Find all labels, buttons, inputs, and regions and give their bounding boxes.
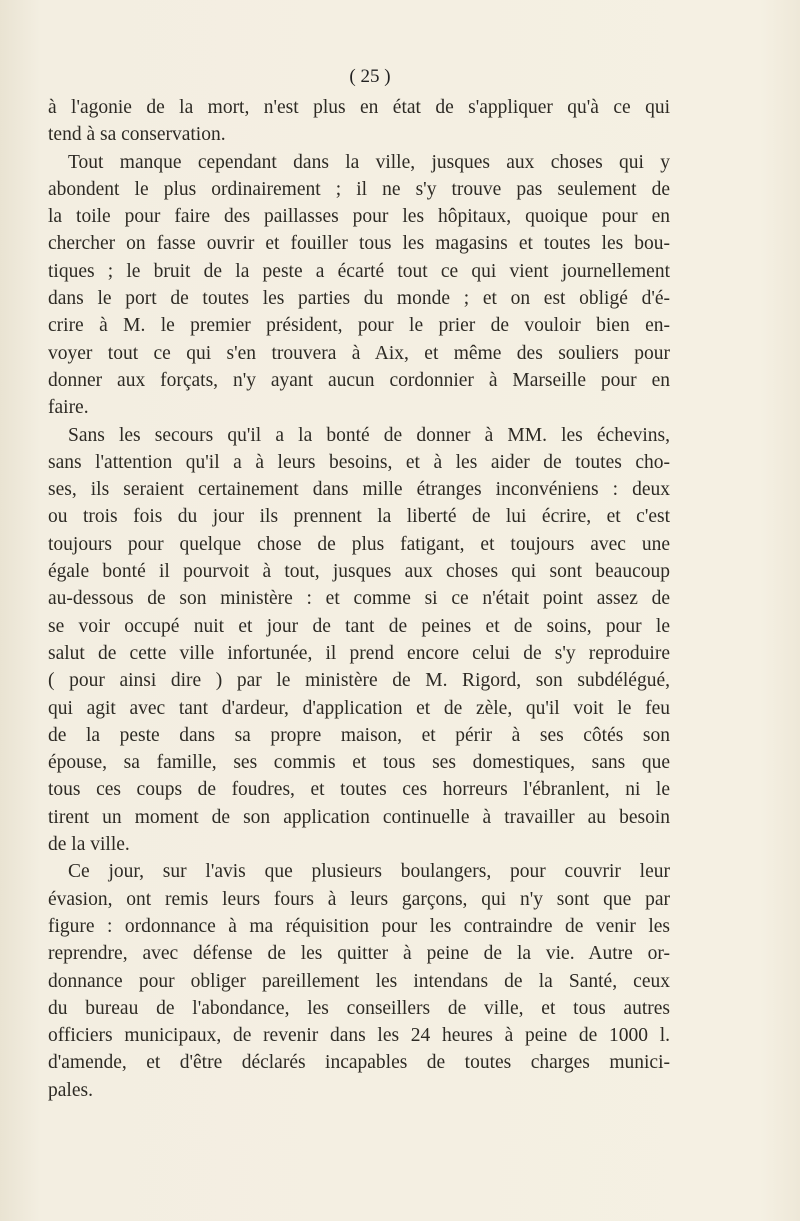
text-line: toujours pour quelque chose de plus fatigant, et toujours avec une: [48, 533, 670, 555]
text-line: du bureau de l'abondance, les conseillers de ville, et tous autres: [48, 997, 670, 1019]
text-line: ou trois fois du jour ils prennent la liberté de lui écrire, et c'est: [48, 506, 670, 528]
page-number: ( 25 ): [349, 66, 391, 87]
text-line: dans le port de toutes les parties du monde ; et on est obligé d'é-: [48, 288, 670, 310]
text-line: tiques ; le bruit de la peste a écarté tout ce qui vient journellement: [48, 260, 670, 282]
text-line: faire.: [48, 397, 89, 419]
text-line: de la peste dans sa propre maison, et périr à ses côtés son: [48, 724, 670, 746]
text-line: Ce jour, sur l'avis que plusieurs boulangers, pour couvrir leur: [68, 861, 670, 883]
text-line: sans l'attention qu'il a à leurs besoins, et à les aider de toutes cho-: [48, 451, 670, 473]
text-line: reprendre, avec défense de les quitter à peine de la vie. Autre or-: [48, 943, 670, 965]
text-line: figure : ordonnance à ma réquisition pour les contraindre de venir les: [48, 915, 670, 937]
text-line: abondent le plus ordinairement ; il ne s'y trouve pas seulement de: [48, 178, 670, 200]
text-line: crire à M. le premier président, pour le prier de vouloir bien en-: [48, 315, 670, 337]
text-line: salut de cette ville infortunée, il prend encore celui de s'y reproduire: [48, 642, 670, 664]
text-line: donnance pour obliger pareillement les intendans de la Santé, ceux: [48, 970, 670, 992]
text-line: voyer tout ce qui s'en trouvera à Aix, et même des souliers pour: [48, 342, 670, 364]
text-line: ( pour ainsi dire ) par le ministère de M. Rigord, son subdélégué,: [48, 670, 670, 692]
text-line: tous ces coups de foudres, et toutes ces horreurs l'ébranlent, ni le: [48, 779, 670, 801]
text-line: donner aux forçats, n'y ayant aucun cordonnier à Marseille pour en: [48, 369, 670, 391]
text-line: au-dessous de son ministère : et comme si ce n'était point assez de: [48, 588, 670, 610]
body-text: [48, 94, 670, 1104]
text-line: chercher on fasse ouvrir et fouiller tous les magasins et toutes les bou-: [48, 233, 670, 255]
text-line: se voir occupé nuit et jour de tant de peines et de soins, pour le: [48, 615, 670, 637]
text-line: à l'agonie de la mort, n'est plus en état de s'appliquer qu'à ce qui: [48, 97, 670, 118]
text-line: Tout manque cependant dans la ville, jusques aux choses qui y: [68, 151, 670, 173]
text-line: qui agit avec tant d'ardeur, d'application et de zèle, qu'il voit le feu: [48, 697, 670, 719]
text-line: pales.: [48, 1079, 93, 1101]
text-line: tend à sa conservation.: [48, 124, 226, 146]
text-line: ses, ils seraient certainement dans mille étranges inconvéniens : deux: [48, 479, 670, 501]
text-line: la toile pour faire des paillasses pour les hôpitaux, quoique pour en: [48, 206, 670, 228]
text-line: de la ville.: [48, 834, 130, 856]
text-line: officiers municipaux, de revenir dans les 24 heures à peine de 1000 l.: [48, 1025, 670, 1047]
text-line: évasion, ont remis leurs fours à leurs garçons, qui n'y sont que par: [48, 888, 670, 910]
text-line: tirent un moment de son application continuelle à travailler au besoin: [48, 806, 670, 828]
text-line: épouse, sa famille, ses commis et tous ses domestiques, sans que: [48, 752, 670, 774]
text-line: Sans les secours qu'il a la bonté de donner à MM. les échevins,: [68, 424, 670, 446]
text-line: d'amende, et d'être déclarés incapables de toutes charges munici-: [48, 1052, 670, 1074]
text-line: égale bonté il pourvoit à tout, jusques aux choses qui sont beaucoup: [48, 561, 670, 583]
